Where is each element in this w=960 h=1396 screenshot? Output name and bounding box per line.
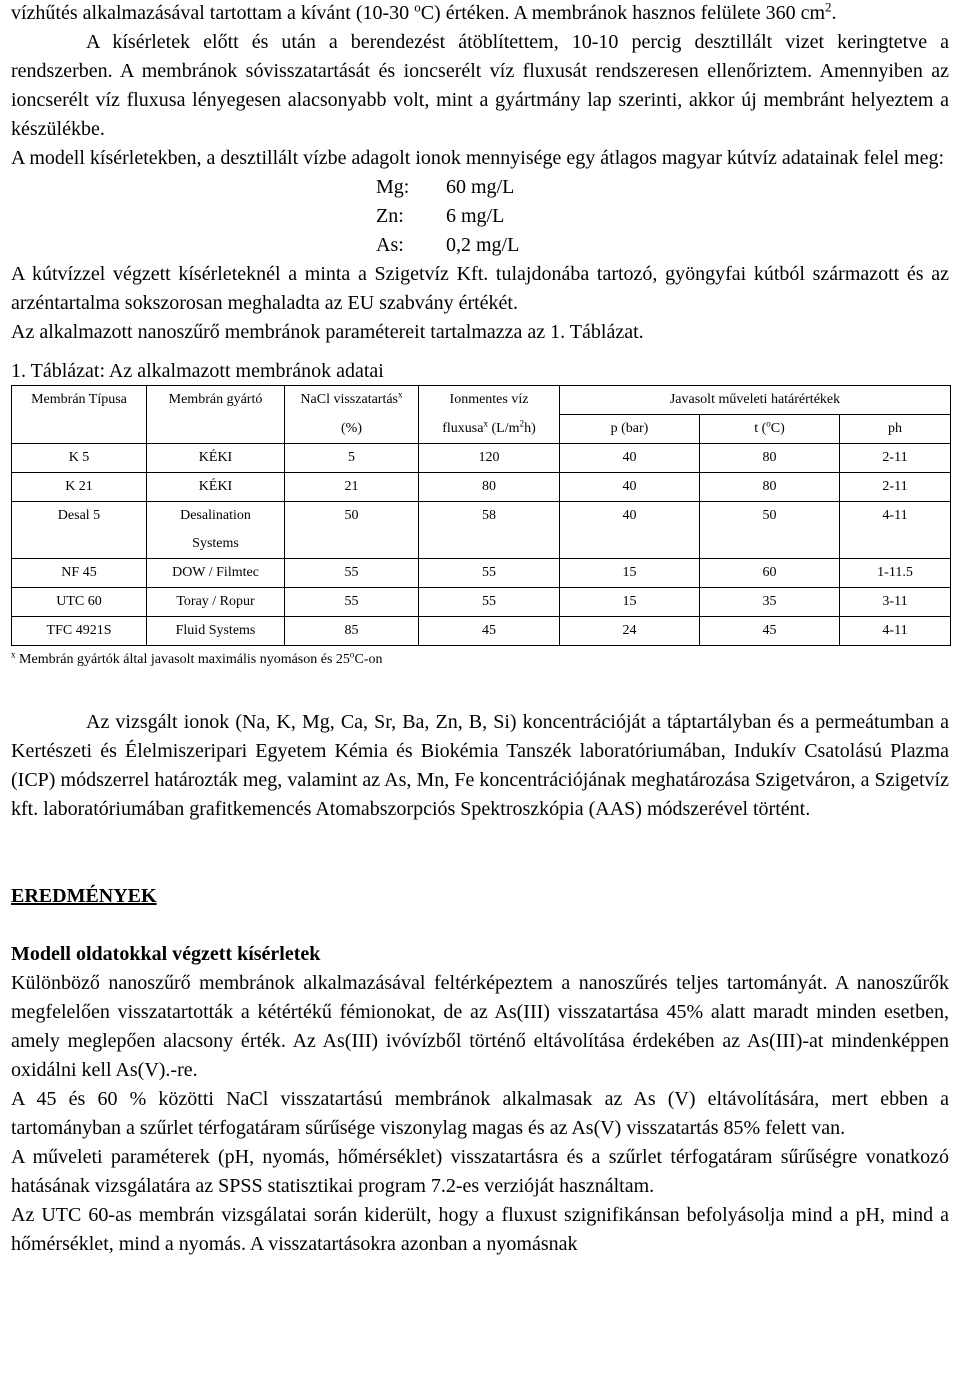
paragraph-intro <box>11 0 949 28</box>
cell-ph: 4-11 <box>840 617 951 646</box>
table-footnote <box>11 650 949 670</box>
header-type-cont <box>12 415 147 444</box>
subsection-heading: Modell oldatokkal végzett kísérletek <box>11 943 321 965</box>
cell-ph: 1-11.5 <box>840 559 951 588</box>
cell-temp: 60 <box>700 559 840 588</box>
header-nacl-sup: x <box>398 389 403 400</box>
ion-value: 60 mg/L <box>446 176 515 198</box>
cell-temp: 80 <box>700 444 840 473</box>
header-flux: Ionmentes víz <box>419 386 560 415</box>
flux-unit-sup2: 2 <box>519 417 525 428</box>
cell-maker: DOW / Filmtec <box>147 559 285 588</box>
paragraph-well-water: A kútvízzel végzett kísérleteknél a minta a Szigetvíz Kft. tulajdonába tartozó, gyöngyfai kútból származott és az arzéntartalma sokszorosan meghaladta az EU szabvány értékét. <box>11 263 949 314</box>
cell-maker <box>147 502 285 559</box>
cell-maker: KÉKI <box>147 473 285 502</box>
cell-flux: 80 <box>419 473 560 502</box>
cell-maker-line1: Desalination <box>180 508 251 523</box>
header-nacl-unit: (%) <box>285 415 419 444</box>
cell-ph: 3-11 <box>840 588 951 617</box>
cell-maker-line2: Systems <box>192 536 239 551</box>
section-heading: EREDMÉNYEK <box>11 885 157 907</box>
table-row <box>12 473 951 502</box>
cell-type: K 5 <box>12 444 147 473</box>
cell-type: TFC 4921S <box>12 617 147 646</box>
cell-maker: Toray / Ropur <box>147 588 285 617</box>
paragraph-table-ref: Az alkalmazott nanoszűrő membránok paramétereit tartalmazza az 1. Táblázat. <box>11 321 644 343</box>
cell-ph: 4-11 <box>840 502 951 559</box>
cell-temp: 35 <box>700 588 840 617</box>
cell-pressure: 15 <box>560 588 700 617</box>
table-subheader-row <box>12 415 951 444</box>
cell-type: K 21 <box>12 473 147 502</box>
temp-sup: o <box>766 418 771 429</box>
paragraph-rinsing: A kísérletek előtt és után a berendezést átöblítettem, 10-10 percig desztillált vizet keringtetve a rendszerben. A membránok sóvisszatartását és ioncserélt víz fluxusát rendszeresen ellenőriztem. Amennyiben az ioncserélt víz fluxusa lényegesen alacsonyabb volt, mint a gyártmány lap szerinti, akkor új membránt helyeztem a készülékbe. <box>11 31 949 140</box>
cell-pressure: 40 <box>560 444 700 473</box>
header-maker-cont <box>147 415 285 444</box>
table-caption: 1. Táblázat: Az alkalmazott membránok adatai <box>11 360 384 382</box>
ion-row <box>376 173 949 202</box>
cell-temp: 50 <box>700 502 840 559</box>
cell-type: NF 45 <box>12 559 147 588</box>
table-row <box>12 588 951 617</box>
flux-unit-a: fluxusa <box>442 420 484 436</box>
ion-value: 6 mg/L <box>446 205 505 227</box>
cell-temp: 45 <box>700 617 840 646</box>
table-row <box>12 617 951 646</box>
cell-pressure: 24 <box>560 617 700 646</box>
flux-unit-sup: x <box>483 417 489 428</box>
ion-element: Zn: <box>376 205 404 227</box>
header-maker: Membrán gyártó <box>147 386 285 415</box>
table-header-row <box>12 386 951 415</box>
cell-nacl: 21 <box>285 473 419 502</box>
header-ops: Javasolt műveleti határértékek <box>560 386 951 415</box>
cell-ph: 2-11 <box>840 473 951 502</box>
square-sup: 2 <box>825 0 832 15</box>
document-page <box>11 0 949 1259</box>
intro-text-b: C) értéken. A membránok hasznos felülete 360 cm <box>420 2 826 24</box>
cell-nacl: 55 <box>285 559 419 588</box>
footnote-sup2: o <box>349 649 355 660</box>
table-row <box>12 444 951 473</box>
paragraph-analysis: Az vizsgált ionok (Na, K, Mg, Ca, Sr, Ba, Zn, B, Si) koncentrációját a táptartályban és a permeátumban a Kertészeti és Élelmiszeripari Egyetem Kémia és Biokémia Tanszék laboratóriumában, Indukív Csatolású Plazma (ICP) módszerrel határozták meg, valamint az As, Mn, Fe koncentrációjának meghatározása Szigetváron, a Szigetvíz kft. laboratóriumában grafitkemencés Atomabszorpciós Spektroszkópia (AAS) módszerével történt. <box>11 711 949 820</box>
cell-ph: 2-11 <box>840 444 951 473</box>
spacer <box>11 824 949 882</box>
ion-list <box>376 173 949 260</box>
cell-pressure: 40 <box>560 473 700 502</box>
header-nacl <box>285 386 419 415</box>
header-nacl-text: NaCl visszatartás <box>300 392 399 407</box>
cell-type: Desal 5 <box>12 502 147 559</box>
cell-flux: 55 <box>419 588 560 617</box>
ion-row <box>376 202 949 231</box>
cell-flux: 55 <box>419 559 560 588</box>
cell-maker: KÉKI <box>147 444 285 473</box>
cell-nacl: 55 <box>285 588 419 617</box>
ion-element: Mg: <box>376 176 410 198</box>
cell-flux: 120 <box>419 444 560 473</box>
cell-flux: 45 <box>419 617 560 646</box>
header-temp <box>700 415 840 444</box>
ion-value: 0,2 mg/L <box>446 234 520 256</box>
flux-unit-b: (L/m <box>488 420 520 436</box>
table-row <box>12 502 951 559</box>
cell-temp: 80 <box>700 473 840 502</box>
paragraph-model: A modell kísérletekben, a desztillált vízbe adagolt ionok mennyisége egy átlagos magyar kútvíz adatainak felel meg: <box>11 147 945 169</box>
cell-nacl: 5 <box>285 444 419 473</box>
footnote-text-b: C-on <box>354 652 383 667</box>
spacer <box>11 911 949 940</box>
cell-pressure: 40 <box>560 502 700 559</box>
table-row <box>12 559 951 588</box>
cell-nacl: 50 <box>285 502 419 559</box>
intro-text-a: vízhűtés alkalmazásával tartottam a kívánt (10-30 <box>11 2 415 24</box>
cell-flux: 58 <box>419 502 560 559</box>
paragraph-results-2: A 45 és 60 % közötti NaCl visszatartású membránok alkalmasak az As (V) eltávolítására, mert ebben a tartományban a szűrlet térfogatáram sűrűsége viszonylag magas és az As(V) visszatartás 85% felett van. <box>11 1088 949 1139</box>
cell-maker: Fluid Systems <box>147 617 285 646</box>
ion-element: As: <box>376 234 404 256</box>
temp-b: C) <box>770 421 785 436</box>
footnote-sup: x <box>11 649 16 660</box>
header-type: Membrán Típusa <box>12 386 147 415</box>
header-ph: ph <box>840 415 951 444</box>
membrane-table <box>11 385 951 646</box>
intro-text-c: . <box>831 2 837 24</box>
header-pressure: p (bar) <box>560 415 700 444</box>
paragraph-results-3: A műveleti paraméterek (pH, nyomás, hőmérséklet) visszatartásra és a szűrlet térfogatáram sűrűségre vonatkozó hatásának vizsgálatára az SPSS statisztikai program 7.2-es verzióját használtam. <box>11 1146 949 1197</box>
ion-row <box>376 231 949 260</box>
paragraph-results-1: Különböző nanoszűrő membránok alkalmazásával feltérképeztem a nanoszűrés teljes tartományát. A nanoszűrők megfelelően visszatartották a kétértékű fémionokat, de az As(III) visszatartása 45% alatt maradt minden esetben, amely meglepően alacsony érték. Az As(III) ivóvízből történő eltávolítása érdekében az As(III)-at mindenképpen oxidálni kell As(V).-re. <box>11 972 949 1081</box>
header-flux-unit <box>419 415 560 444</box>
temp-a: t ( <box>754 421 767 436</box>
cell-type: UTC 60 <box>12 588 147 617</box>
cell-nacl: 85 <box>285 617 419 646</box>
paragraph-results-4: Az UTC 60-as membrán vizsgálatai során kiderült, hogy a fluxust szignifikánsan befolyásolja mind a pH, mind a hőmérséklet, mind a nyomás. A visszatartásokra azonban a nyomásnak <box>11 1204 949 1255</box>
footnote-text-a: Membrán gyártók által javasolt maximális nyomáson és 25 <box>15 652 350 667</box>
cell-pressure: 15 <box>560 559 700 588</box>
degree-sup: o <box>414 0 421 15</box>
flux-unit-c: h) <box>524 420 536 436</box>
